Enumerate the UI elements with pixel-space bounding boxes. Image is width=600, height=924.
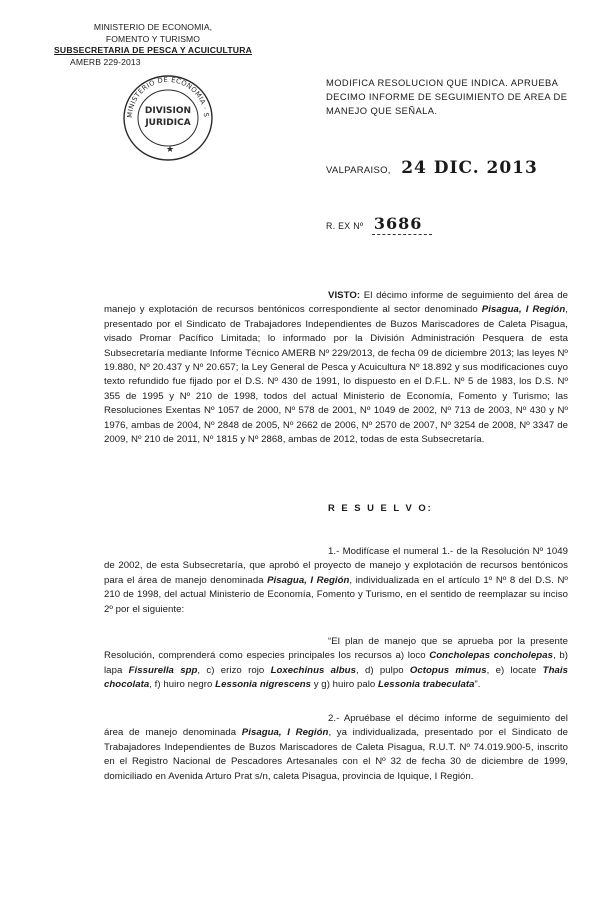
city-label: VALPARAISO,	[326, 165, 391, 176]
stamped-date: 24 DIC. 2013	[401, 158, 538, 178]
undersecretariat-name: SUBSECRETARIA DE PESCA Y ACUICULTURA	[53, 45, 253, 55]
stamp-ring-text: MINISTERIO DE ECONOMIA · S	[125, 75, 211, 119]
species-name: Thais chocolata	[104, 664, 568, 691]
species-name: Loxechinus albus	[270, 664, 356, 676]
visto-label: VISTO:	[328, 290, 361, 301]
area-name: Pisagua, I Región	[241, 727, 329, 739]
resolution-number-line	[326, 214, 526, 234]
species-name: Octopus mimus	[409, 664, 487, 676]
article-2: 2.- Apruébase el décimo informe de seguimiento del área de manejo denominada Pisagua, I Región, ya individualizada, presentado por el Sindicato de Trabajadores Independientes de Buzos Mariscadores de Caleta Pisagua, R.U.T. Nº 74.019.900-5, inscrito en el Registro Nacional de Pescadores Artesanales con el Nº 32 de fecha 30 de diciembre de 1999, domiciliado en Avenida Arturo Prat s/n, caleta Pisagua, provincia de Iquique, I Región.	[104, 713, 568, 782]
species-name: Fissurella spp	[128, 664, 198, 676]
ministry-name-2: FOMENTO Y TURISMO	[105, 33, 201, 44]
subject-block	[326, 76, 576, 118]
subject-line-3: MANEJO QUE SEÑALA.	[326, 105, 438, 116]
species-name: Lessonia nigrescens	[215, 679, 312, 691]
date-line	[326, 158, 576, 178]
stamp-star-icon: ★	[165, 145, 175, 155]
article-1: 1.- Modifícase el numeral 1.- de la Resolución Nº 1049 de 2002, de esta Subsecretaría, que aprobó el proyecto de manejo y explotación de recursos bentónicos para el área de manejo denominada Pisagua, I Región, individualizada en el artículo 1º Nº 8 del D.S. Nº 210 de 1998, del actual Ministerio de Economía, Fomento y Turismo, en el sentido de reemplazar su inciso 2º por el siguiente:	[104, 546, 568, 615]
division-juridica-stamp	[112, 66, 222, 166]
amerb-reference: AMERB 229-2013	[70, 56, 141, 67]
letterhead	[48, 22, 258, 68]
visto-paragraph: VISTO: El décimo informe de seguimiento del área de manejo y explotación de recursos bentónicos correspondiente al sector denominado Pisagua, I Región, presentado por el Sindicato de Trabajadores Independientes de Buzos Mariscadores de Caleta Pisagua, visado Promar Pacífico Limitada; lo informado por la División Administración Pesquera de esta Subsecretaría mediante Informe Técnico AMERB Nº 229/2013, de fecha 09 de diciembre 2013; las leyes Nº 19.880, Nº 20.437 y Nº 20.657; la Ley General de Pesca y Acuicultura Nº 18.892 y sus modificaciones cuyo texto refundido fue fijado por el D.S. Nº 430 de 1991, lo dispuesto en el D.F.L. Nº 5 de 1983, los D.S. Nº 355 de 1995 y Nº 210 de 1998, todos del actual Ministerio de Economía, Fomento y Turismo; las Resoluciones Exentas Nº 1057 de 2000, Nº 578 de 2001, Nº 1049 de 2002, Nº 713 de 2003, Nº 430 y Nº 1976, ambas de 2004, Nº 2848 de 2005, Nº 2662 de 2006, Nº 2570 de 2007, Nº 3254 de 2008, Nº 3347 de 2009, Nº 210 de 2011, Nº 1815 y Nº 2868, ambas de 2012, todas de esta Subsecretaría.	[104, 290, 568, 446]
resuelvo-heading: R E S U E L V O:	[328, 502, 433, 513]
quoted-paragraph: “El plan de manejo que se aprueba por la presente Resolución, comprenderá como especies principales los recursos a) loco Concholepas concholepas, b) lapa Fissurella spp, c) erizo rojo Loxechinus albus, d) pulpo Octopus mimus, e) locate Thais chocolata, f) huiro negro Lessonia nigrescens y g) huiro palo Lessonia trabeculata”.	[104, 636, 569, 691]
stamp-seal-icon	[112, 66, 222, 166]
rex-label: R. EX Nº	[326, 221, 364, 231]
stamp-center-line2: JURIDICA	[145, 118, 191, 128]
area-name: Pisagua, I Región	[267, 574, 350, 586]
species-name: Concholepas concholepas	[429, 650, 553, 662]
stamp-center-line1: DIVISION	[144, 106, 192, 116]
subject-line-1: MODIFICA RESOLUCION QUE INDICA. APRUEBA	[326, 77, 559, 88]
resolution-number: 3686	[372, 214, 433, 235]
ministry-name: MINISTERIO DE ECONOMIA,	[93, 22, 213, 32]
subject-line-2: DECIMO INFORME DE SEGUIMIENTO DE AREA DE	[326, 91, 568, 102]
area-name: Pisagua, I Región	[481, 304, 566, 316]
species-name: Lessonia trabeculata	[378, 679, 475, 691]
